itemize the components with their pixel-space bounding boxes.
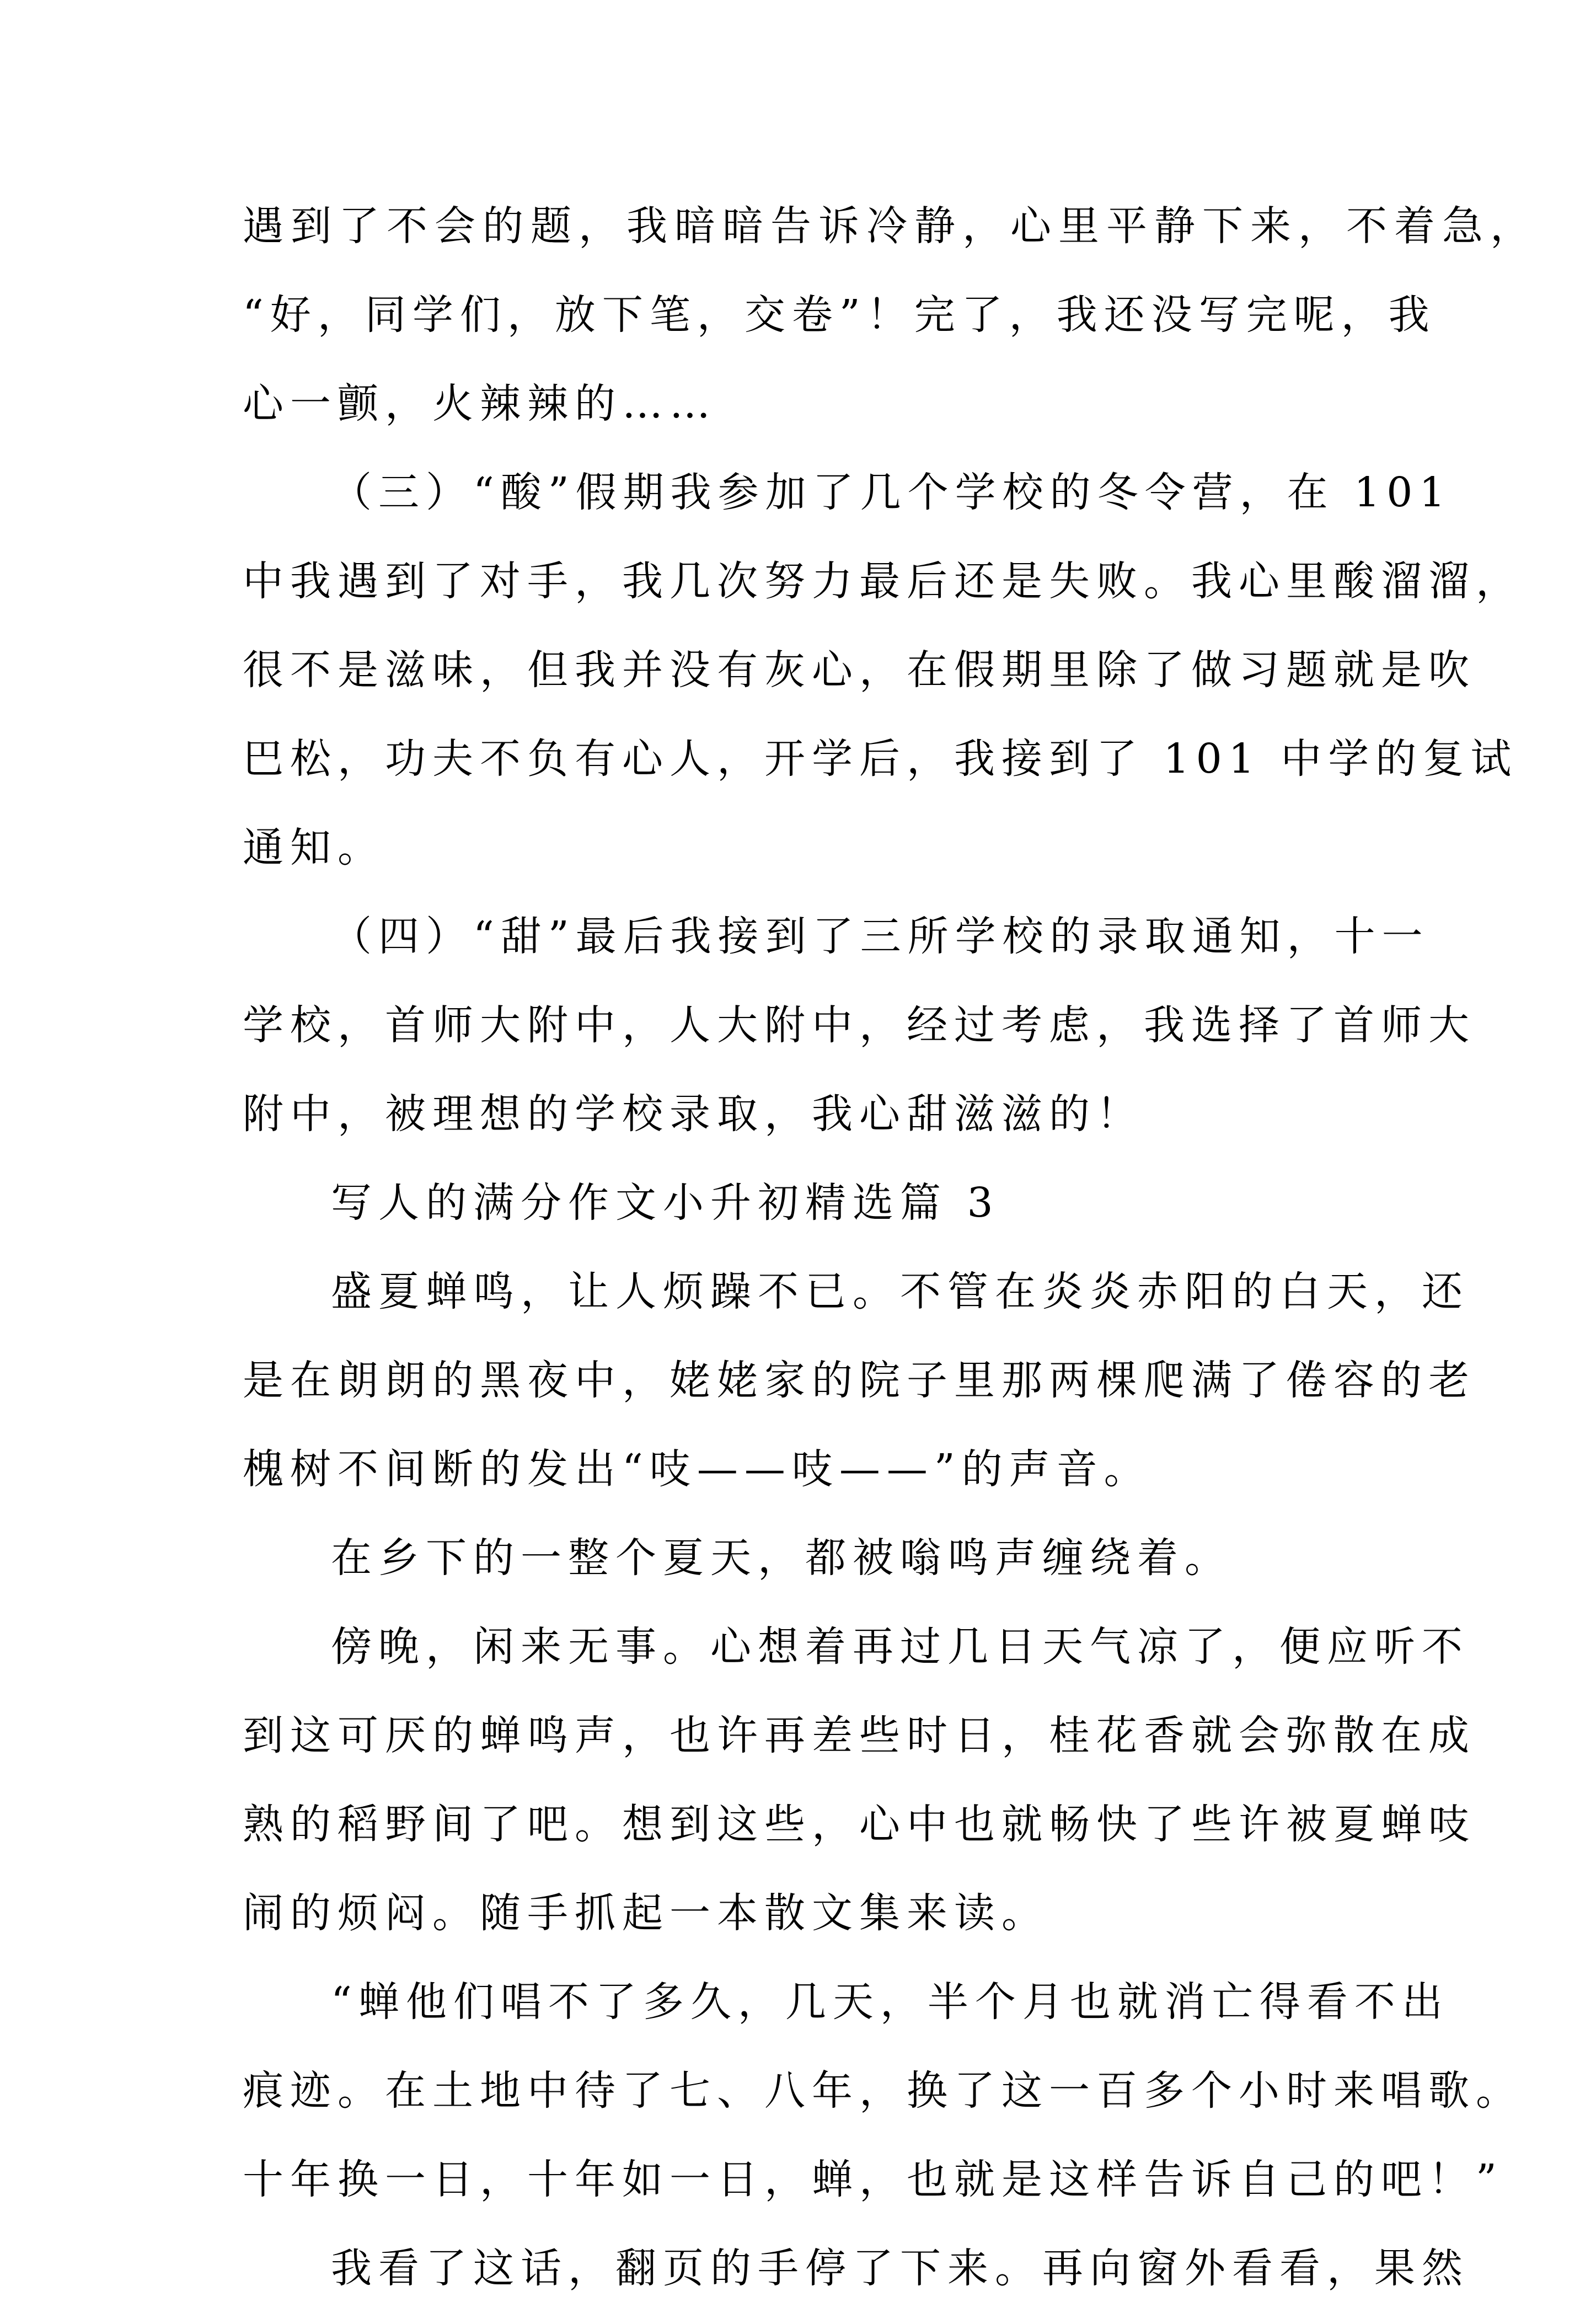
- paragraph-start-line: 傍晚，闲来无事。心想着再过几日天气凉了，便应听不: [331, 1623, 1469, 1671]
- text-line: 闹的烦闷。随手抓起一本散文集来读。: [243, 1889, 1049, 1937]
- text-line: 遇到了不会的题，我暗暗告诉冷静，心里平静下来，不着急，: [243, 202, 1538, 250]
- text-line: 是在朗朗的黑夜中，姥姥家的院子里那两棵爬满了倦容的老: [243, 1357, 1476, 1404]
- paragraph-start-line: （四）“甜”最后我接到了三所学校的录取通知，十一: [331, 913, 1429, 960]
- paragraph-start-line: 在乡下的一整个夏天，都被嗡鸣声缠绕着。: [331, 1534, 1232, 1582]
- text-line: 心一颤，火辣辣的……: [243, 380, 717, 427]
- paragraph-start-line: （三）“酸”假期我参加了几个学校的冬令营，在 101: [331, 469, 1452, 516]
- text-line: 中我遇到了对手，我几次努力最后还是失败。我心里酸溜溜，: [243, 558, 1523, 605]
- text-line: 很不是滋味，但我并没有灰心，在假期里除了做习题就是吹: [243, 646, 1476, 694]
- paragraph-start-line: 我看了这话，翻页的手停了下来。再向窗外看看，果然: [331, 2245, 1469, 2292]
- text-line: “好，同学们，放下笔，交卷”！完了，我还没写完呢，我: [243, 291, 1436, 339]
- text-line: 通知。: [243, 824, 385, 871]
- document-body: [243, 182, 1538, 2313]
- text-line: 熟的稻野间了吧。想到这些，心中也就畅快了些许被夏蝉吱: [243, 1801, 1476, 1848]
- section-heading: 写人的满分作文小升初精选篇 3: [331, 1179, 1000, 1227]
- paragraph-start-line: “蝉他们唱不了多久，几天，半个月也就消亡得看不出: [331, 1978, 1449, 2026]
- text-line: 巴松，功夫不负有心人，开学后，我接到了 101 中学的复试: [243, 735, 1518, 783]
- text-line: 痕迹。在土地中待了七、八年，换了这一百多个小时来唱歌。: [243, 2067, 1523, 2114]
- text-line: 十年换一日，十年如一日，蝉，也就是这样告诉自己的吧！”: [243, 2156, 1503, 2203]
- paragraph-start-line: 盛夏蝉鸣，让人烦躁不已。不管在炎炎赤阳的白天，还: [331, 1268, 1469, 1315]
- text-line: 到这可厌的蝉鸣声，也许再差些时日，桂花香就会弥散在成: [243, 1712, 1476, 1759]
- text-line: 学校，首师大附中，人大附中，经过考虑，我选择了首师大: [243, 1002, 1476, 1049]
- text-line: 附中，被理想的学校录取，我心甜滋滋的！: [243, 1090, 1144, 1138]
- text-line: 槐树不间断的发出“吱——吱——”的声音。: [243, 1445, 1152, 1493]
